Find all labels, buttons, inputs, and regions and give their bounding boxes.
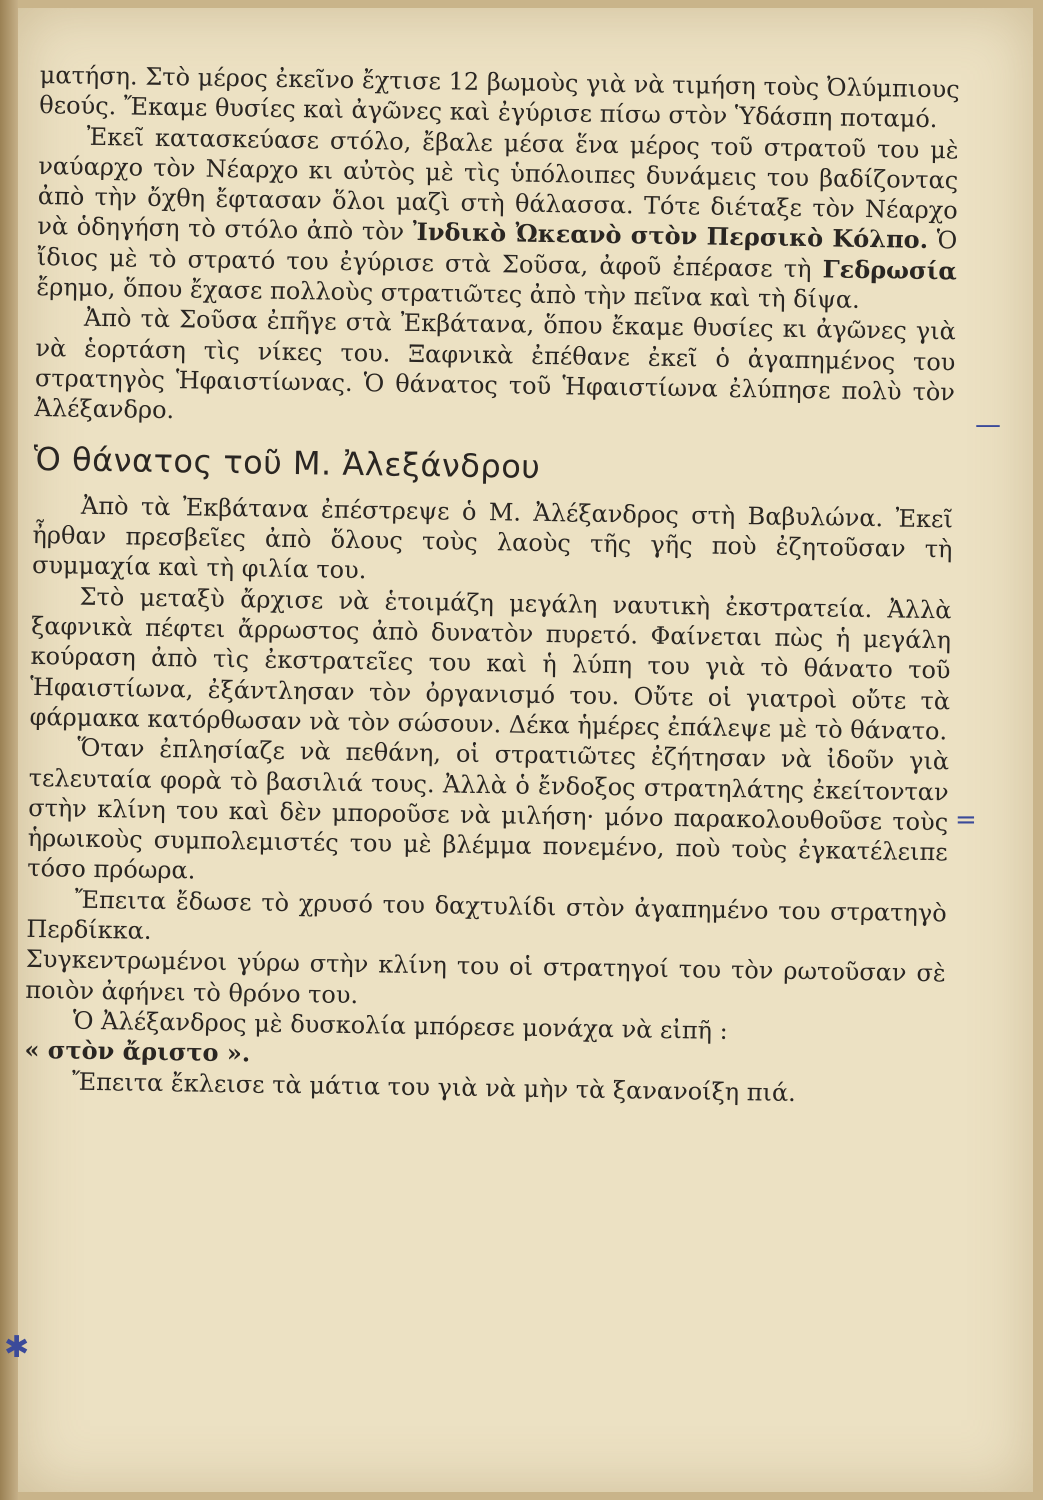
section-title: Ὁ θάνατος τοῦ Μ. Ἀλεξάνδρου xyxy=(33,439,541,486)
paragraph: Συγκεντρωμένοι γύρω στὴν κλίνη του οἱ στρατηγοί του τὸν ρωτοῦσαν σὲ ποιὸν ἀφήνει τὸ θρόνο του. xyxy=(25,945,946,1009)
text-span: ἔρημο, ὅπου ἔχασε πολλοὺς στρατιῶτες ἀπὸ τὴν πεῖνα καὶ τὴ δίψα. xyxy=(36,273,860,314)
paragraph: Ὅταν ἐπλησίαζε νὰ πεθάνη, οἱ στρατιῶτες ἐζήτησαν νὰ ἰδοῦν γιὰ τελευταία φορὰ τὸ βασιλιά τους. Ἀλλὰ ὁ ἔνδοξος στρατηλάτης ἐκείτονταν στὴν κλίνη του καὶ δὲν μποροῦσε νὰ μιλήση· μόνο παρακολουθοῦσε τοὺς ἡρωικοὺς συμπολεμιστές του μὲ βλέμμα πονεμένο, ποὺ τοὺς ἐγκατέλειπε τόσο πρόωρα. xyxy=(27,733,950,885)
paragraph: Ἔπειτα ἔδωσε τὸ χρυσό του δαχτυλίδι στὸν ἀγαπημένο του στρατηγὸ Περδίκκα. xyxy=(26,885,947,945)
text-span: Ἐκεῖ κατασκεύασε στόλο, ἔβαλε μέσα ἕνα μέρος τοῦ στρατοῦ του μὲ ναύαρχο τὸν Νέαρχο κι αὐτὸς μὲ τὶς ὑπόλοιπες δυνάμεις του βαδίζοντας ἀπὸ τὴν ὄχθη ἔφτασαν ὅλοι μαζὶ στὴ θάλασσα. Τότε διέταξε τὸν Νέαρχο νὰ ὁδηγήση τὸ στόλο ἀπὸ τὸν xyxy=(37,122,959,247)
margin-double-dash-mark: = xyxy=(955,805,977,835)
margin-star-mark: ✱ xyxy=(4,1330,30,1365)
text-block xyxy=(24,60,960,1110)
bold-text: Γεδρωσία xyxy=(822,254,958,286)
paragraph: Ἔπειτα ἔκλεισε τὰ μάτια του γιὰ νὰ μὴν τὰ ξανανοίξη πιά. xyxy=(71,1067,797,1107)
margin-dash-mark: — xyxy=(975,410,1001,440)
paragraph xyxy=(36,121,959,317)
paragraph: ματήση. Στὸ μέρος ἐκεῖνο ἔχτισε 12 βωμοὺς γιὰ νὰ τιμήση τοὺς Ὀλύμπιους θεούς. Ἔκαμε θυσίες καὶ ἀγῶνες καὶ ἐγύρισε πίσω στὸν Ὑδάσπη ποταμό. xyxy=(39,60,960,134)
paragraph: Ὁ Ἀλέξανδρος μὲ δυσκολία μπόρεσε μονάχα νὰ εἰπῆ : xyxy=(72,1006,728,1045)
bold-text: Ἰνδικὸ Ὠκεανὸ στὸν Περσικὸ Κόλπο. xyxy=(412,217,929,255)
paragraph: Ἀπὸ τὰ Ἐκβάτανα ἐπέστρεψε ὁ Μ. Ἀλέξανδρος στὴ Βαβυλώνα. Ἐκεῖ ἦρθαν πρεσβεῖες ἀπὸ ὅλους τοὺς λαοὺς τῆς γῆς ποὺ ἐζητοῦσαν τὴ συμμαχία καὶ τὴ φιλία του. xyxy=(31,491,954,585)
page-edge xyxy=(0,0,18,1500)
paragraph: Ἀπὸ τὰ Σοῦσα ἐπῆγε στὰ Ἐκβάτανα, ὅπου ἔκαμε θυσίες κι ἀγῶνες γιὰ νὰ ἑορτάση τὶς νίκες του. Ξαφνικὰ ἐπέθανε ἐκεῖ ὁ ἀγαπημένος του στρατηγὸς Ἡφαιστίωνας. Ὁ θάνατος τοῦ Ἡφαιστίωνα ἐλύπησε πολὺ τὸν Ἀλέξανδρο. xyxy=(34,304,957,425)
text-span: Ὁ ἴδιος μὲ τὸ στρατό του ἐγύρισε στὰ Σοῦσα, ἀφοῦ ἐπέρασε τὴ xyxy=(36,226,958,283)
quote: « στὸν ἄριστο ». xyxy=(24,1035,251,1068)
paragraph: Στὸ μεταξὺ ἄρχισε νὰ ἑτοιμάζη μεγάλη ναυτικὴ ἐκστρατεία. Ἀλλὰ ξαφνικὰ πέφτει ἄρρωστος ἀπὸ δυνατὸν πυρετό. Φαίνεται πὼς ἡ μεγάλη κούραση ἀπὸ τὶς ἐκστρατεῖες του καὶ ἡ λύπη του γιὰ τὸ θάνατο τοῦ Ἡφαιστίωνα, ἐξάντλησαν τὸν ὀργανισμό του. Οὔτε οἱ γιατροὶ οὔτε τὰ φάρμακα κατόρθωσαν νὰ τὸν σώσουν. Δέκα ἡμέρες ἐπάλεψε μὲ τὸ θάνατο. xyxy=(29,582,952,746)
